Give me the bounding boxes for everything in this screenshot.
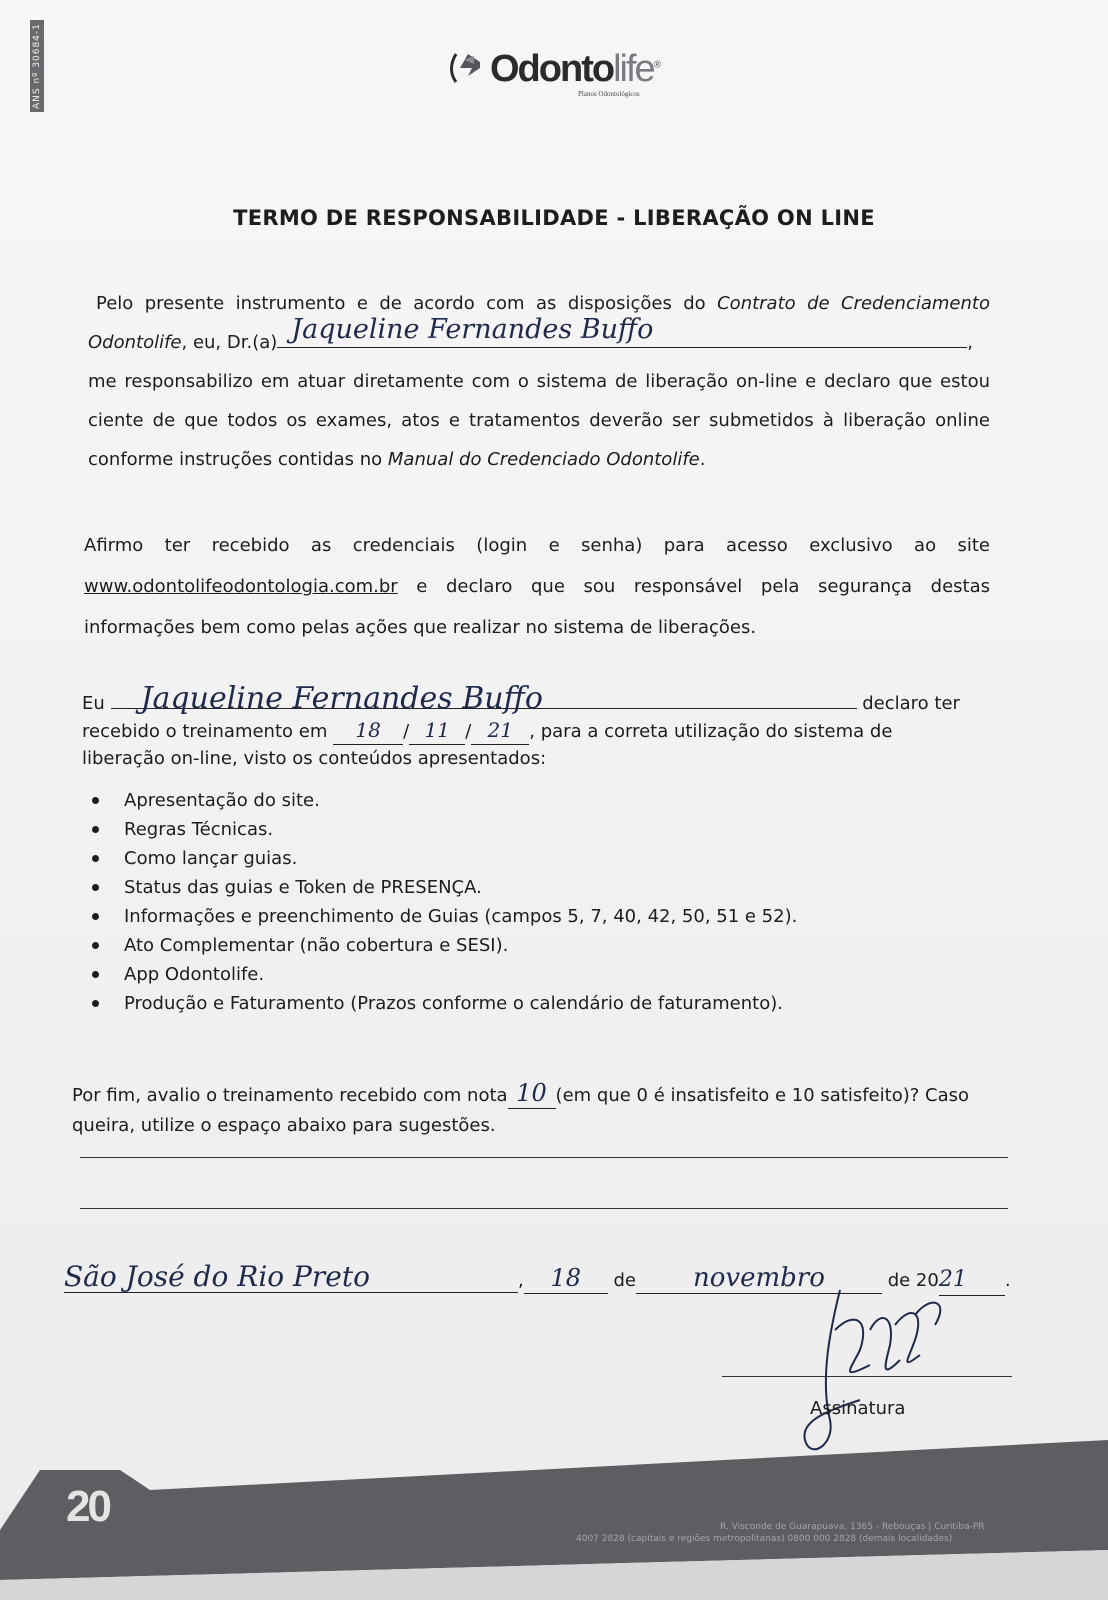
date-year-field: 21 bbox=[939, 1265, 1005, 1296]
suggestion-line-1 bbox=[80, 1157, 1008, 1158]
document-title: TERMO DE RESPONSABILIDADE - LIBERAÇÃO ON LINE bbox=[233, 206, 875, 230]
list-item: Ato Complementar (não cobertura e SESI). bbox=[86, 931, 797, 960]
list-item: App Odontolife. bbox=[86, 960, 797, 989]
odontolife-logo bbox=[450, 46, 690, 106]
logo-mark-icon bbox=[450, 50, 490, 86]
suggestion-line-2 bbox=[80, 1208, 1008, 1209]
training-year: 21 bbox=[471, 717, 529, 745]
logo-wordmark: Odontolife® bbox=[490, 48, 660, 90]
list-item: Produção e Faturamento (Prazos conforme o calendário de faturamento). bbox=[86, 989, 797, 1018]
paragraph-training: Eu Jaqueline Fernandes Buffo declaro ter recebido o treinamento em 18 / 11 / 21 , para a correta utilização do sistema de liberação on-line, visto os conteúdos apresentados: bbox=[82, 681, 960, 769]
signature-label: Assinatura bbox=[810, 1398, 906, 1419]
footer-band bbox=[0, 1430, 1108, 1600]
list-item: Status das guias e Token de PRESENÇA. bbox=[86, 873, 797, 902]
paragraph-credentials: Afirmo ter recebido as credenciais (login e senha) para acesso exclusivo ao site www.odontolifeodontologia.com.br e declaro que sou responsável pela segurança destas informações bem como pelas ações que realizar no sistema de liberações. bbox=[84, 535, 990, 638]
list-item: Informações e preenchimento de Guias (campos 5, 7, 40, 42, 50, 51 e 52). bbox=[86, 902, 797, 931]
rating-score: 10 bbox=[508, 1078, 556, 1109]
date-day-field: 18 bbox=[524, 1263, 608, 1294]
list-item: Regras Técnicas. bbox=[86, 815, 797, 844]
logo-tagline: Planos Odontológicos bbox=[578, 90, 640, 98]
paragraph-responsibility: Pelo presente instrumento e de acordo com as disposições do Contrato de Credenciamento Odontolife, eu, Dr.(a) Jaqueline Fernandes Buffo , me responsabilizo em atuar diretamente com o sistema de liberação on-line e declaro que estou ciente de que todos os exames, atos e tratamentos deverão ser submetidos à liberação online conforme instruções contidas no Manual do Credenciado Odontolife. bbox=[88, 293, 990, 470]
signature-line bbox=[722, 1376, 1012, 1377]
footer-phones: 4007 2828 (capitais e regiões metropolitanas) 0800 000 2828 (demais localidades) bbox=[576, 1534, 953, 1544]
dentist-name-field: Jaqueline Fernandes Buffo bbox=[277, 323, 967, 348]
trainee-name-field: Jaqueline Fernandes Buffo bbox=[111, 688, 857, 709]
list-item: Apresentação do site. bbox=[86, 786, 797, 815]
page-number: 20 bbox=[66, 1482, 109, 1531]
paragraph-rating: Por fim, avalio o treinamento recebido com nota 10 (em que 0 é insatisfeito e 10 satisfeito)? Caso queira, utilize o espaço abaixo para sugestões. bbox=[72, 1079, 969, 1136]
city-field: São José do Rio Preto bbox=[64, 1262, 518, 1293]
site-link[interactable]: www.odontolifeodontologia.com.br bbox=[84, 576, 398, 597]
ans-registration-tag: ANS nº 30684-1 bbox=[30, 20, 44, 112]
date-month-field: novembro bbox=[636, 1263, 882, 1294]
place-date-line: São José do Rio Preto , 18 de novembro de 2021 . bbox=[64, 1262, 1024, 1296]
training-day: 18 bbox=[333, 717, 403, 745]
footer-address: R. Visconde de Guarapuava, 1365 - Rebouças | Curitiba-PR bbox=[720, 1522, 985, 1532]
list-item: Como lançar guias. bbox=[86, 844, 797, 873]
training-month: 11 bbox=[409, 717, 465, 745]
training-topics-list bbox=[86, 786, 797, 1018]
